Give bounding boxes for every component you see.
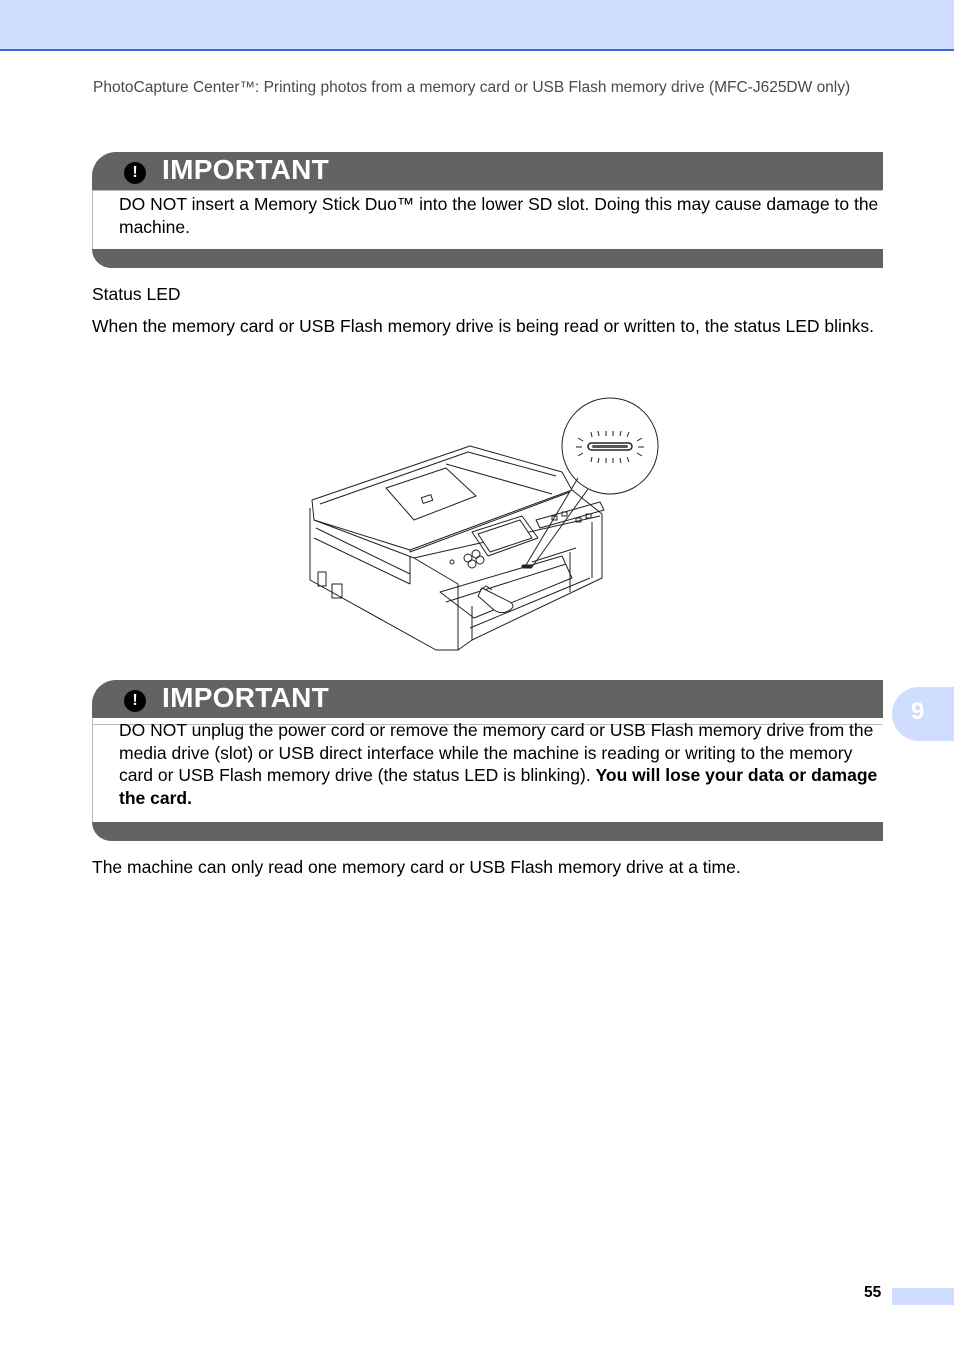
important-title: IMPORTANT: [162, 682, 330, 713]
printer-status-led-illustration: [300, 392, 670, 654]
footer-note: The machine can only read one memory card or USB Flash memory drive at a time.: [92, 857, 741, 877]
important-title: IMPORTANT: [162, 154, 330, 185]
exclamation-circle-icon: !: [124, 690, 146, 712]
status-led-description: When the memory card or USB Flash memory drive is being read or written to, the status LED blinks.: [92, 316, 874, 336]
running-header: PhotoCapture Center™: Printing photos from a memory card or USB Flash memory drive (MFC-J625DW only): [93, 79, 851, 96]
important-footer-bar: [92, 822, 883, 841]
chapter-number: 9: [911, 698, 925, 725]
page-number-band: [892, 1288, 954, 1305]
top-color-band: [0, 0, 954, 51]
page-number: 55: [864, 1284, 882, 1301]
important-text: [92, 719, 883, 822]
printer-drawing: [310, 446, 604, 650]
important-text: DO NOT insert a Memory Stick Duo™ into the lower SD slot. Doing this may cause damage to the machine.: [92, 191, 883, 249]
important-header-bar: [92, 680, 883, 718]
status-led-heading: Status LED: [92, 284, 181, 304]
important-footer-bar: [92, 249, 883, 268]
important-box-2: [92, 680, 883, 841]
important-text-normal: DO NOT unplug the power cord or remove the memory card or USB Flash memory drive from the media drive (slot) or USB direct interface while the machine is reading or writing to the memory card or USB Flash memory drive (the status LED is blinking).: [119, 720, 874, 785]
important-header-bar: [92, 152, 883, 190]
important-box-1: [92, 152, 883, 268]
important-text-bold: You will lose your data or damage the card.: [119, 765, 878, 808]
chapter-tab[interactable]: [892, 687, 954, 741]
exclamation-circle-icon: !: [124, 162, 146, 184]
